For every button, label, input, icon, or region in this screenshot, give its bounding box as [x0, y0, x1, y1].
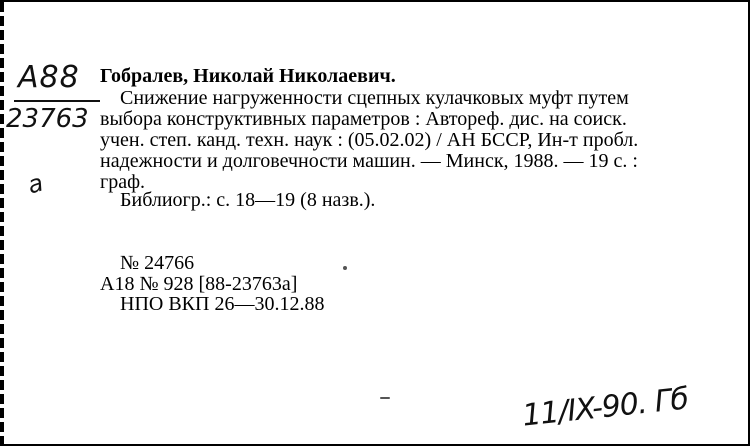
author-heading: Гобралев, Николай Николаевич.	[100, 65, 396, 87]
accession-number: № 24766	[120, 252, 195, 274]
record-line-2: выбора конструктивных параметров : Автореф. дис. на соиск.	[100, 108, 627, 130]
shelf-mark-underline	[14, 100, 100, 102]
record-line-4: надежности и долговечности машин. — Минск, 1988. — 19 с. :	[100, 150, 638, 172]
handwritten-shelf-number: 23763	[6, 104, 89, 134]
record-line-1: Снижение нагруженности сцепных кулачковых муфт путем	[120, 87, 629, 109]
paper-speck	[380, 397, 390, 399]
handwritten-shelf-mark: A88	[18, 60, 80, 95]
bibliography-note: Библиогр.: с. 18—19 (8 назв.).	[120, 189, 376, 211]
npo-stamp: НПО ВКП 26—30.12.88	[120, 293, 325, 315]
paper-speck	[343, 266, 347, 270]
handwritten-side-mark: а	[24, 168, 47, 200]
record-line-3: учен. степ. канд. техн. наук : (05.02.02) / АН БССР, Ин-т пробл.	[100, 129, 639, 151]
handwritten-signature: 11/IX-90. Гб	[520, 381, 690, 434]
catalog-number: А18 № 928 [88-23763а]	[100, 273, 298, 295]
record-line-5: граф.	[100, 171, 146, 193]
